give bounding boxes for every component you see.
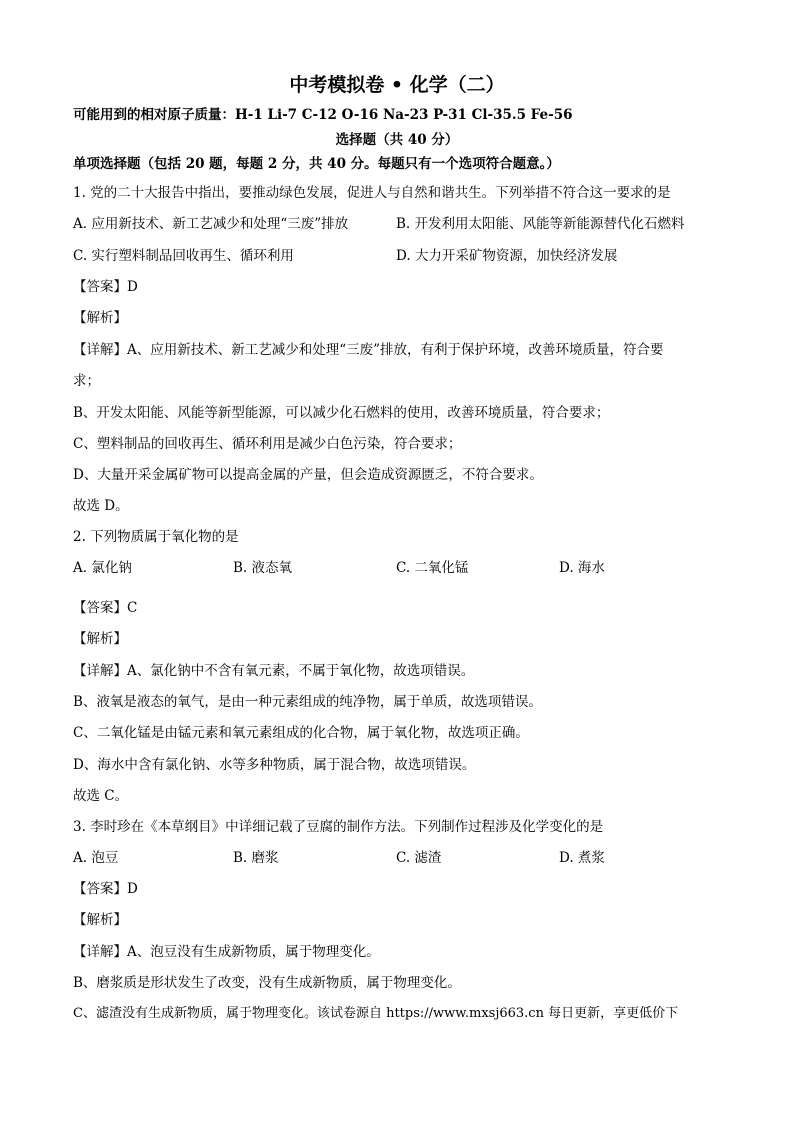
question-2-answer: 【答案】C <box>73 600 138 616</box>
question-2-option-d: D. 海水 <box>559 560 605 576</box>
question-3-option-a: A. 泡豆 <box>73 850 119 866</box>
exam-title: 中考模拟卷 • 化学（二） <box>289 74 505 96</box>
question-2-detail: D、海水中含有氯化钠、水等多种物质，属于混合物，故选项错误。 <box>73 757 476 773</box>
question-2-option-c: C. 二氧化锰 <box>396 560 469 576</box>
question-3-option-b: B. 磨浆 <box>233 850 279 866</box>
question-1-option-b: B. 开发利用太阳能、风能等新能源替代化石燃料 <box>396 216 685 232</box>
question-3-detail: C、滤渣没有生成新物质，属于物理变化。该试卷源自 https://www.mxsj663.cn 每日更新，享更低价下 <box>73 1006 679 1021</box>
question-1-option-d: D. 大力开采矿物资源，加快经济发展 <box>396 248 618 264</box>
question-1-conclusion: 故选 D。 <box>73 498 129 514</box>
question-3-analysis: 【解析】 <box>73 912 127 928</box>
question-2-detail: 【详解】A、氯化钠中不含有氧元素，不属于氧化物，故选项错误。 <box>73 663 475 679</box>
question-3-answer: 【答案】D <box>73 881 138 897</box>
question-1-analysis: 【解析】 <box>73 310 127 326</box>
question-2-option-a: A. 氯化钠 <box>73 560 132 576</box>
question-1-option-c: C. 实行塑料制品回收再生、循环利用 <box>73 248 294 264</box>
question-1-detail: 求； <box>73 373 100 389</box>
question-2-conclusion: 故选 C。 <box>73 788 129 804</box>
question-1-stem: 1. 党的二十大报告中指出，要推动绿色发展，促进人与自然和谐共生。下列举措不符合这一要求的是 <box>73 185 671 201</box>
section-instruction: 单项选择题（包括 20 题，每题 2 分，共 40 分。每题只有一个选项符合题意。） <box>73 156 560 172</box>
question-2-detail: B、液氧是液态的氧气，是由一种元素组成的纯净物，属于单质，故选项错误。 <box>73 694 542 710</box>
question-1-answer: 【答案】D <box>73 279 138 295</box>
question-2-detail: C、二氧化锰是由锰元素和氧元素组成的化合物，属于氧化物，故选项正确。 <box>73 725 529 741</box>
question-2-option-b: B. 液态氧 <box>233 560 293 576</box>
question-1-detail: B、开发太阳能、风能等新型能源，可以减少化石燃料的使用，改善环境质量，符合要求； <box>73 405 610 421</box>
question-2-stem: 2. 下列物质属于氧化物的是 <box>73 529 239 545</box>
question-1-detail: C、塑料制品的回收再生、循环利用是减少白色污染，符合要求； <box>73 436 462 452</box>
question-3-detail: B、磨浆质是形状发生了改变，没有生成新物质，属于物理变化。 <box>73 975 461 991</box>
question-3-stem: 3. 李时珍在《本草纲目》中详细记载了豆腐的制作方法。下列制作过程涉及化学变化的是 <box>73 819 604 835</box>
question-2-analysis: 【解析】 <box>73 631 127 647</box>
question-1-detail: D、大量开采金属矿物可以提高金属的产量，但会造成资源匮乏，不符合要求。 <box>73 467 543 483</box>
question-1-option-a: A. 应用新技术、新工艺减少和处理“三废”排放 <box>73 216 349 232</box>
question-3-option-d: D. 煮浆 <box>559 850 605 866</box>
question-3-option-c: C. 滤渣 <box>396 850 442 866</box>
section-heading: 选择题（共 40 分） <box>335 132 459 148</box>
atomic-masses: 可能用到的相对原子质量：H-1 Li-7 C-12 O-16 Na-23 P-31 Cl-35.5 Fe-56 <box>73 107 573 123</box>
question-1-detail: 【详解】A、应用新技术、新工艺减少和处理“三废”排放，有利于保护环境，改善环境质量，符合要 <box>73 342 664 358</box>
question-3-detail: 【详解】A、泡豆没有生成新物质，属于物理变化。 <box>73 944 380 960</box>
